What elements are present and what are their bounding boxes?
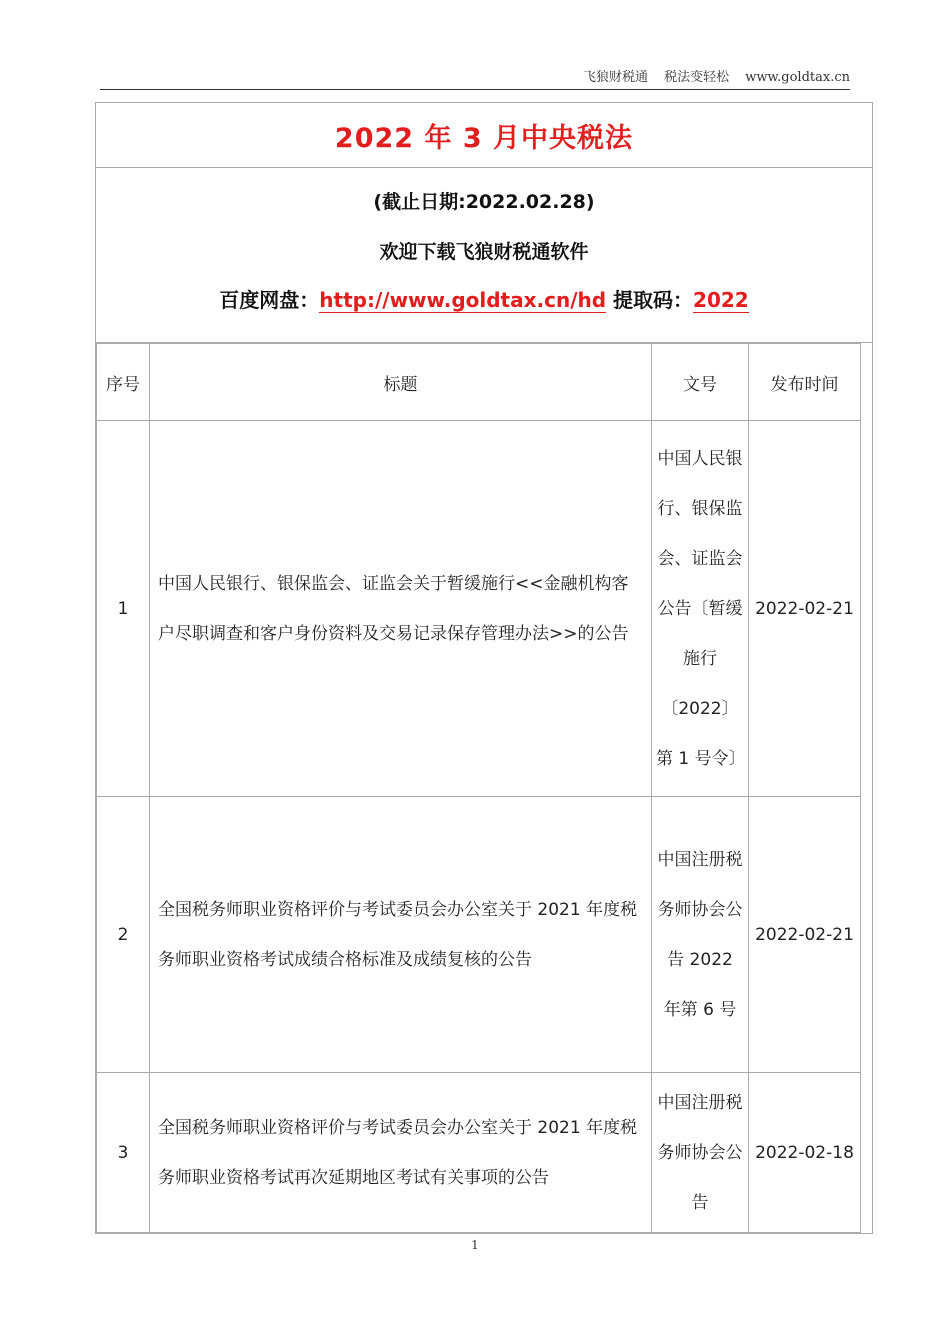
table-row — [97, 1073, 861, 1233]
header-cell-date: 发布时间 — [749, 344, 861, 421]
header-url[interactable]: www.goldtax.cn — [745, 70, 850, 85]
welcome-text: 欢迎下载飞狼财税通软件 — [379, 241, 589, 263]
page-number: 1 — [471, 1238, 479, 1252]
header-text — [571, 66, 850, 85]
row-number: 1 — [97, 421, 150, 797]
regulation-table — [96, 343, 861, 1233]
table-row — [97, 797, 861, 1073]
title-cell — [96, 103, 872, 168]
row-date: 2022-02-18 — [749, 1073, 861, 1233]
header-cell-title: 标题 — [150, 344, 652, 421]
header-brand: 飞狼财税通 — [582, 70, 648, 85]
row-number: 3 — [97, 1073, 150, 1233]
row-title: 全国税务师职业资格评价与考试委员会办公室关于 2021 年度税务师职业资格考试再次延期地区考试有关事项的公告 — [150, 1073, 652, 1233]
download-link[interactable]: http://www.goldtax.cn/hd — [319, 288, 607, 312]
row-doc-number: 中国注册税务师协会公告 2022 年第 6 号 — [652, 797, 749, 1073]
row-title: 中国人民银行、银保监会、证监会关于暂缓施行<<金融机构客户尽职调查和客户身份资料及交易记录保存管理办法>>的公告 — [150, 421, 652, 797]
header-divider — [100, 89, 850, 90]
document-frame — [95, 102, 873, 1234]
row-doc-number: 中国人民银行、银保监会、证监会公告〔暂缓施行〔2022〕第 1 号令〕 — [652, 421, 749, 797]
table-row — [97, 421, 861, 797]
row-date: 2022-02-21 — [749, 421, 861, 797]
header-cell-docno: 文号 — [652, 344, 749, 421]
info-cell — [96, 168, 872, 343]
row-number: 2 — [97, 797, 150, 1073]
download-label: 百度网盘： — [219, 288, 320, 312]
table-header-row — [97, 344, 861, 421]
extraction-code[interactable]: 2022 — [693, 288, 749, 312]
cutoff-date: (截止日期:2022.02.28) — [373, 191, 595, 213]
row-date: 2022-02-21 — [749, 797, 861, 1073]
header-slogan: 税法变轻松 — [664, 70, 730, 85]
header-cell-number: 序号 — [97, 344, 150, 421]
page-header — [100, 66, 850, 92]
row-doc-number: 中国注册税务师协会公告 — [652, 1073, 749, 1233]
document-title: 2022 年 3 月中央税法 — [334, 122, 634, 154]
download-line — [96, 284, 872, 313]
row-title: 全国税务师职业资格评价与考试委员会办公室关于 2021 年度税务师职业资格考试成绩合格标准及成绩复核的公告 — [150, 797, 652, 1073]
code-label: 提取码： — [606, 288, 694, 312]
